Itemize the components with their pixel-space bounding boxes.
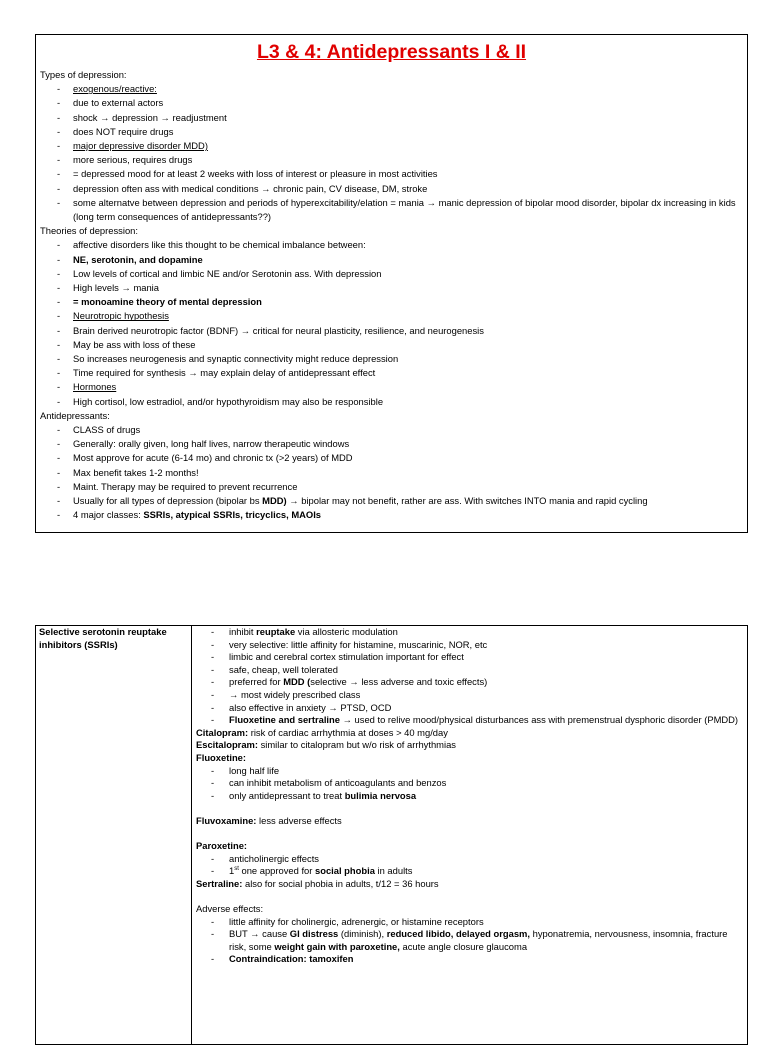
- list-item: - anticholinergic effects: [196, 853, 743, 866]
- list-item: - exogenous/reactive:: [40, 82, 743, 96]
- list-item: - High cortisol, low estradiol, and/or hypothyroidism may also be responsible: [40, 395, 743, 409]
- list-item: - Brain derived neurotropic factor (BDNF) → critical for neural plasticity, resilience, and neurogenesis: [40, 324, 743, 338]
- list-item: - does NOT require drugs: [40, 125, 743, 139]
- citalopram-line: Citalopram: risk of cardiac arrhythmia at doses > 40 mg/day: [196, 726, 448, 738]
- paroxetine-heading: Paroxetine:: [196, 840, 248, 852]
- page-title: L3 & 4: Antidepressants I & II: [256, 41, 527, 63]
- list-item: - NE, serotonin, and dopamine: [40, 253, 743, 267]
- list-item: - BUT → cause GI distress (diminish), reduced libido, delayed orgasm, hyponatremia, nervousness, insomnia, fracture risk, some weight gain with paroxetine, acute angle closure glaucoma: [196, 928, 743, 953]
- list-item: - Maint. Therapy may be required to prevent recurrence: [40, 480, 743, 494]
- list-item: - little affinity for cholinergic, adrenergic, or histamine receptors: [196, 916, 743, 929]
- types-heading: Types of depression:: [40, 69, 127, 80]
- antidepressants-heading: Antidepressants:: [40, 409, 110, 421]
- list-item: - some alternatve between depression and periods of hyperexcitability/elation = mania → manic depression of bipolar mood disorder, bipolar dx increasing in kids (long term consequences of antidepressants??): [40, 196, 743, 224]
- list-item: - major depressive disorder MDD): [40, 139, 743, 153]
- list-item: - Usually for all types of depression (bipolar bs MDD) → bipolar may not benefit, rather are ass. With switches INTO mania and rapid cycling: [40, 494, 743, 508]
- list-item: - due to external actors: [40, 96, 743, 110]
- fluvoxamine-line: Fluvoxamine: less adverse effects: [196, 814, 342, 826]
- list-item: - also effective in anxiety → PTSD, OCD: [196, 702, 743, 715]
- list-item: - May be ass with loss of these: [40, 338, 743, 352]
- overview-box: [35, 34, 748, 533]
- list-item: - → most widely prescribed class: [196, 689, 743, 702]
- list-item: - long half life: [196, 765, 743, 778]
- list-item: - can inhibit metabolism of anticoagulants and benzos: [196, 777, 743, 790]
- list-item: - Time required for synthesis → may explain delay of antidepressant effect: [40, 366, 743, 380]
- list-item: - Low levels of cortical and limbic NE and/or Serotonin ass. With depression: [40, 267, 743, 281]
- ssri-content-cell: [192, 626, 747, 1044]
- list-item: - Neurotropic hypothesis: [40, 309, 743, 323]
- list-item: - CLASS of drugs: [40, 423, 743, 437]
- list-item: - So increases neurogenesis and synaptic connectivity might reduce depression: [40, 352, 743, 366]
- list-item: - Contraindication: tamoxifen: [196, 953, 743, 966]
- list-item: - = monoamine theory of mental depression: [40, 295, 743, 309]
- adverse-heading: Adverse effects:: [196, 903, 264, 915]
- list-item: - affective disorders like this thought to be chemical imbalance between:: [40, 238, 743, 252]
- ssri-table: [35, 625, 748, 1045]
- list-item: - more serious, requires drugs: [40, 153, 743, 167]
- list-item: - Fluoxetine and sertraline → used to relive mood/physical disturbances ass with premenstrual dysphoric disorder (PMDD): [196, 714, 743, 727]
- list-item: - Hormones: [40, 380, 743, 394]
- escitalopram-line: Escitalopram: similar to citalopram but w/o risk of arrhythmias: [196, 739, 456, 751]
- theories-heading: Theories of depression:: [40, 225, 138, 237]
- list-item: - Max benefit takes 1-2 months!: [40, 466, 743, 480]
- list-item: - 4 major classes: SSRIs, atypical SSRIs, tricyclics, MAOIs: [40, 508, 743, 522]
- list-item: - = depressed mood for at least 2 weeks with loss of interest or pleasure in most activities: [40, 167, 743, 181]
- list-item: - shock → depression → readjustment: [40, 111, 743, 125]
- fluoxetine-heading: Fluoxetine:: [196, 751, 247, 763]
- list-item: - High levels → mania: [40, 281, 743, 295]
- list-item: - inhibit reuptake via allosteric modulation: [196, 626, 743, 639]
- list-item: - limbic and cerebral cortex stimulation important for effect: [196, 651, 743, 664]
- list-item: - depression often ass with medical conditions → chronic pain, CV disease, DM, stroke: [40, 182, 743, 196]
- list-item: - Generally: orally given, long half lives, narrow therapeutic windows: [40, 437, 743, 451]
- list-item: - preferred for MDD (selective → less adverse and toxic effects): [196, 676, 743, 689]
- list-item: - very selective: little affinity for histamine, muscarinic, NOR, etc: [196, 639, 743, 652]
- sertraline-line: Sertraline: also for social phobia in adults, t/12 = 36 hours: [196, 877, 439, 889]
- list-item: - 1st one approved for social phobia in adults: [196, 865, 743, 878]
- ssri-label-cell: Selective serotonin reuptake inhibitors (SSRIs): [36, 626, 192, 1044]
- list-item: - only antidepressant to treat bulimia nervosa: [196, 790, 743, 803]
- list-item: - safe, cheap, well tolerated: [196, 664, 743, 677]
- list-item: - Most approve for acute (6-14 mo) and chronic tx (>2 years) of MDD: [40, 451, 743, 465]
